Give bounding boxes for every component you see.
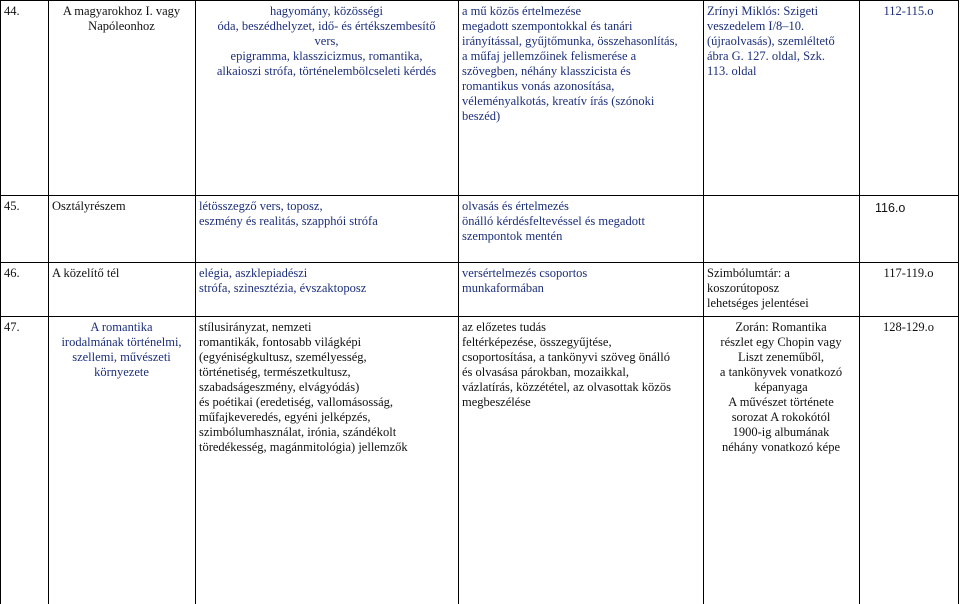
lesson-activities: az előzetes tudás feltérképezése, összegyűjtése, csoportosítása, a tankönyvi szöveg önálló és olvasása párokban, mozaikkal, vázlatírás, közzététel, az olvasottak közös megbeszélése: [459, 317, 704, 604]
lesson-pages: 128-129.o: [860, 317, 959, 604]
lesson-title: A romantika irodalmának történelmi, szellemi, művészeti környezete: [49, 317, 196, 604]
lesson-concepts: létösszegző vers, toposz, eszmény és realitás, szapphói strófa: [196, 196, 459, 263]
table-row: [1, 1, 959, 196]
lesson-resources: Zrínyi Miklós: Szigeti veszedelem I/8–10. (újraolvasás), szemléltető ábra G. 127. oldal, Szk. 113. oldal: [704, 1, 860, 196]
lesson-title: A közelítő tél: [49, 263, 196, 317]
table-row: [1, 317, 959, 604]
lesson-concepts: stílusirányzat, nemzeti romantikák, fontosabb világképi (egyéniségkultusz, személyesség, történetiség, természetkultusz, szabadságeszmény, elvágyódás) és poétikai (eredetiség, vallomásosság, műfajkeveredés, egyéni jelképzés, szimbólumhasználat, irónia, szándékolt töredékesség, magánmitológia) jellemzők: [196, 317, 459, 604]
lesson-number: 44.: [1, 1, 49, 196]
lesson-pages: 116.o: [860, 196, 959, 263]
lesson-activities: olvasás és értelmezés önálló kérdésfeltevéssel és megadott szempontok mentén: [459, 196, 704, 263]
lesson-title: Osztályrészem: [49, 196, 196, 263]
table-row: [1, 196, 959, 263]
lesson-resources: Szimbólumtár: a koszorútoposz lehetséges jelentései: [704, 263, 860, 317]
lesson-concepts: elégia, aszklepiadészi strófa, szinesztézia, évszaktoposz: [196, 263, 459, 317]
lesson-activities: a mű közös értelmezése megadott szempontokkal és tanári irányítással, gyűjtőmunka, összehasonlítás, a műfaj jellemzőinek felismerése a szövegben, néhány klasszicista és romantikus vonás azonosítása, véleményalkotás, kreatív írás (szónoki beszéd): [459, 1, 704, 196]
lesson-pages: 112-115.o: [860, 1, 959, 196]
lesson-number: 47.: [1, 317, 49, 604]
lesson-activities: versértelmezés csoportos munkaformában: [459, 263, 704, 317]
lesson-title: A magyarokhoz I. vagy Napóleonhoz: [49, 1, 196, 196]
lesson-pages: 117-119.o: [860, 263, 959, 317]
lesson-resources: [704, 196, 860, 263]
lesson-number: 45.: [1, 196, 49, 263]
lesson-resources: Zorán: Romantika részlet egy Chopin vagy Liszt zeneműből, a tankönyvek vonatkozó képanyaga A művészet története sorozat A rokokótól 1900-ig albumának néhány vonatkozó képe: [704, 317, 860, 604]
table-row: [1, 263, 959, 317]
lesson-concepts: hagyomány, közösségi óda, beszédhelyzet, idő- és értékszembesítő vers, epigramma, klasszicizmus, romantika, alkaioszi strófa, történelembölcseleti kérdés: [196, 1, 459, 196]
lesson-number: 46.: [1, 263, 49, 317]
